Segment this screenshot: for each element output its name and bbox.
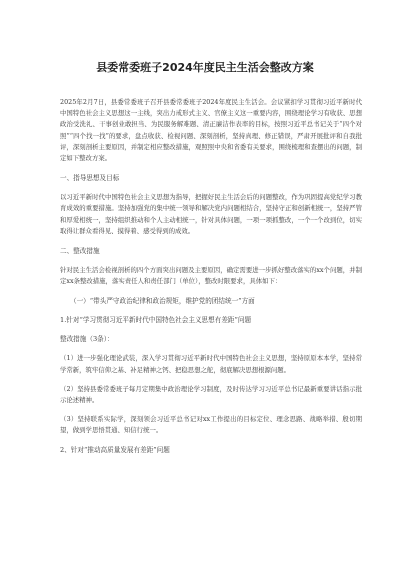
measure-item-3: （3）坚持联系实际学，深刻领会习近平总书记对xx工作提出的目标定位、理念思路、战略举措、殷切期望，做到学思悟贯通、知信行统一。 [60, 415, 362, 435]
item-two-heading: 2、针对“推动高质量发展有差距”问题 [60, 445, 170, 454]
section-heading-rectification-measures: 二、整改措施 [60, 247, 100, 256]
measures-count-label: 整改措施（3条）： [60, 335, 114, 344]
guiding-ideology-paragraph: 以习近平新时代中国特色社会主义思想为指导，把握好民主生活会后的问题整改，作为巩固提高党纪学习教育成效的重要措施。坚持加强党的集中统一领导和解决党内问题相结合，坚持守正和创新相统一，坚持严管和厚爱相统一，坚持组织推动和个人主动相统一，针对具体问题，一项一项抓整改，一个一个改到位，切实取得让群众看得见、摸得着、感受得到的成效。 [60, 193, 362, 235]
document-body [60, 97, 362, 456]
measure-item-2: （2）坚持县委常委班子每月定期集中政治理论学习制度，及时传达学习习近平总书记最新重要讲话指示批示论述精神。 [60, 384, 362, 405]
intro-paragraph: 2025年2月7日，县委常委班子召开县委常委班子2024年度民主生活会。会议紧扣学习贯彻习近平新时代中国特色社会主义思想这一主线，突出力戒形式主义、官僚主义这一重要内容，围绕理论学习有收获、思想政治受洗礼、干事创业敢担当、为民服务解难题、清正廉洁作表率的目标，按照习近平总书记关于“四个对照”“四个找一找”的要求，盘点收获、检视问题、深刻剖析，坚持真理、修正错误，严肃开展批评和自我批评，深刻剖析主要原因，并制定相应整改措施，观照照中央和省委有关要求，围绕梳理和查摆出的问题，制定如下整改方案。 [60, 98, 362, 163]
section-heading-guiding-ideology: 一、指导思想及目标 [60, 174, 120, 183]
measure-item-1: （1）进一步强化理论武装，深入学习贯彻习近平新时代中国特色社会主义思想，坚持原原本本学，坚持常学常新，筑牢信仰之基、补足精神之钙、把稳思想之舵，彻底解决思想根源问题。 [60, 354, 362, 374]
rectification-intro-paragraph: 针对民主生活会检视剖析的四个方面突出问题及主要原因，确定需要进一步抓好整改落实的xx个问题，并制定xx条整改措施，落实责任人和责任部门（单位），整改时限要求，具体如下： [60, 266, 362, 286]
part-one-heading: （一）“带头严守政治纪律和政治规矩，维护党的团结统一”方面 [70, 297, 255, 306]
item-one-heading: 1.针对“学习贯彻习近平新时代中国特色社会主义思想有差距”问题 [60, 316, 252, 325]
document-title: 县委常委班子2024年度民主生活会整改方案 [96, 61, 314, 74]
